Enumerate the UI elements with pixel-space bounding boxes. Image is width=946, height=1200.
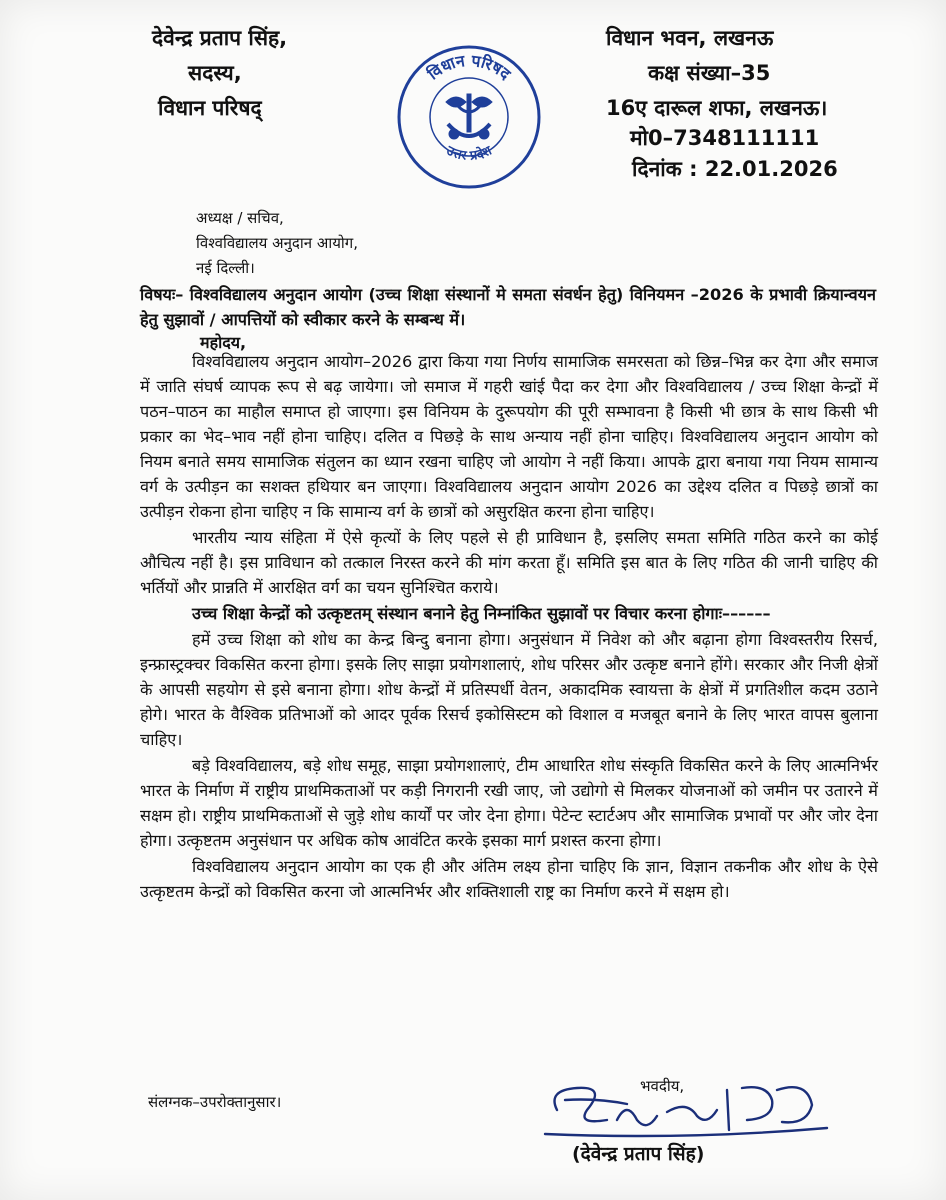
suggestions-heading: उच्च शिक्षा केन्द्रों को उत्कृष्टतम् संस्थान बनाने हेतु निम्नांकित सुझावों पर विचार करना होगाः–––––– xyxy=(192,604,771,623)
sender-designation: सदस्य, xyxy=(188,61,242,85)
paragraph-5: विश्वविद्यालय अनुदान आयोग का एक ही और अंतिम लक्ष्य होना चाहिए कि ज्ञान, विज्ञान तकनीक और शोध के ऐसे उत्कृष्टतम केन्द्रों को विकसित करना जो आत्मनिर्भर और शक्तिशाली राष्ट्र का निर्माण करने में सक्षम हो। xyxy=(140,857,878,901)
sender-name: देवेन्द्र प्रताप सिंह, xyxy=(152,26,288,50)
mobile-number: मो0–7348111111 xyxy=(630,126,820,150)
seal-top-text: विधान परिषद xyxy=(423,50,515,84)
seal-emblem-icon xyxy=(396,44,542,190)
paragraph-2: भारतीय न्याय संहिता में ऐसे कृत्यों के लिए पहले से ही प्राविधान है, इसलिए समता समिति गठित करने का कोई औचित्य नहीं है। इस प्राविधान को तत्काल निरस्त करने की मांग करता हूँ। समिति इस बात के लिए गठित की जानी चाहिए की भर्तियों और प्रान्नति में आरक्षित वर्ग का चयन सुनिश्चित कराये। xyxy=(140,528,878,597)
enclosure-note: संलग्नक–उपरोक्तानुसार। xyxy=(148,1093,282,1111)
subject-line: विषयः– विश्वविद्यालय अनुदान आयोग (उच्च शिक्षा संस्थानों मे समता संवर्धन हेतु) विनियमन –2026 के प्रभावी क्रियान्वयन हेतु सुझावों / आपत्तियों को स्वीकार करने के सम्बन्ध में। xyxy=(140,285,876,329)
seal-bottom-text: उत्तर प्रदेश xyxy=(443,143,495,164)
council-seal xyxy=(396,44,542,190)
address-line-2: कक्ष संख्या–35 xyxy=(648,61,771,85)
sender-body: विधान परिषद् xyxy=(158,96,262,120)
salutation: महोदय, xyxy=(200,333,247,352)
paragraph-3: हमें उच्च शिक्षा को शोध का केन्द्र बिन्दु बनाना होगा। अनुसंधान में निवेश को और बढ़ाना होगा विश्वस्तरीय रिसर्च, इन्फ्रास्ट्रक्चर विकसित करना होगा। इसके लिए साझा प्रयोगशालाएं, शोध परिसर और उत्कृष्ट बनाने होंगे। सरकार और निजी क्षेत्रों के आपसी सहयोग से इसे बनाना होगा। शोध केन्द्रों में प्रतिस्पर्धी वेतन, अकादमिक स्वायत्ता के क्षेत्रों में प्रगतिशील कदम उठाने होगे। भारत के वैश्विक प्रतिभाओं को आदर पूर्वक रिसर्च इकोसिस्टम को विशाल व मजबूत बनाने के लिए भारत वापस बुलाना चाहिए। xyxy=(140,630,878,749)
recipient-line-3: नई दिल्ली। xyxy=(196,259,255,277)
recipient-line-1: अध्यक्ष / सचिव, xyxy=(196,209,284,227)
address-line-3: 16ए दारूल शफा, लखनऊ। xyxy=(606,96,828,120)
handwritten-signature xyxy=(537,1070,837,1150)
address-line-1: विधान भवन, लखनऊ xyxy=(606,26,774,50)
letter-date: दिनांक : 22.01.2026 xyxy=(632,157,838,181)
paragraph-1: विश्वविद्यालय अनुदान आयोग–2026 द्वारा किया गया निर्णय सामाजिक समरसता को छिन्न–भिन्न कर देगा और समाज में जाति संघर्ष व्यापक रूप से बढ़ जायेगा। जो समाज में गहरी खांई पैदा कर देगा और विश्वविद्यालय / उच्च शिक्षा केन्द्रों में पठन–पाठन का माहौल समाप्त हो जाएगा। इस विनियम के दुरूपयोग की पूरी सम्भावना है किसी भी छात्र के साथ किसी भी प्रकार का भेद–भाव नहीं होना चाहिए। दलित व पिछड़े के साथ अन्याय नहीं होना चाहिए। विश्वविद्यालय अनुदान आयोग को नियम बनाते समय सामाजिक संतुलन का ध्यान रखना चाहिए जो आयोग ने नहीं किया। आपके द्वारा बनाया गया नियम सामान्य वर्ग के उत्पीड़न का सशक्त हथियार बन जाएगा। विश्वविद्यालय अनुदान आयोग 2026 का उद्देश्य दलित व पिछड़े छात्रों का उत्पीड़न रोकना होना चाहिए न कि सामान्य वर्ग के छात्रों को असुरक्षित करना होना चाहिए। xyxy=(140,352,878,521)
svg-text:उत्तर प्रदेश xyxy=(443,143,495,164)
paragraph-4: बड़े विश्वविद्यालय, बड़े शोध समूह, साझा प्रयोगशालाएं, टीम आधारित शोध संस्कृति विकसित करने के लिए आत्मनिर्भर भारत के निर्माण में राष्ट्रीय प्राथमिकताओं पर कड़ी निगरानी रखी जाए, जो उद्योगो से मिलकर योजनाओं को जमीन पर उतारने में सक्षम हो। राष्ट्रीय प्राथमिकताओं से जुड़े शोध कार्यों पर जोर देना होगा। पेटेन्ट स्टार्टअप और सामाजिक प्रभावों पर और जोर देना होगा। उत्कृष्टतम अनुसंधान पर अधिक कोष आवंटित करके इसका मार्ग प्रशस्त करना होगा। xyxy=(140,756,878,850)
recipient-line-2: विश्वविद्यालय अनुदान आयोग, xyxy=(196,234,358,252)
closing-phrase: भवदीय, xyxy=(640,1077,685,1095)
letter-body xyxy=(140,349,878,904)
signatory-name: (देवेन्द्र प्रताप सिंह) xyxy=(572,1143,705,1165)
